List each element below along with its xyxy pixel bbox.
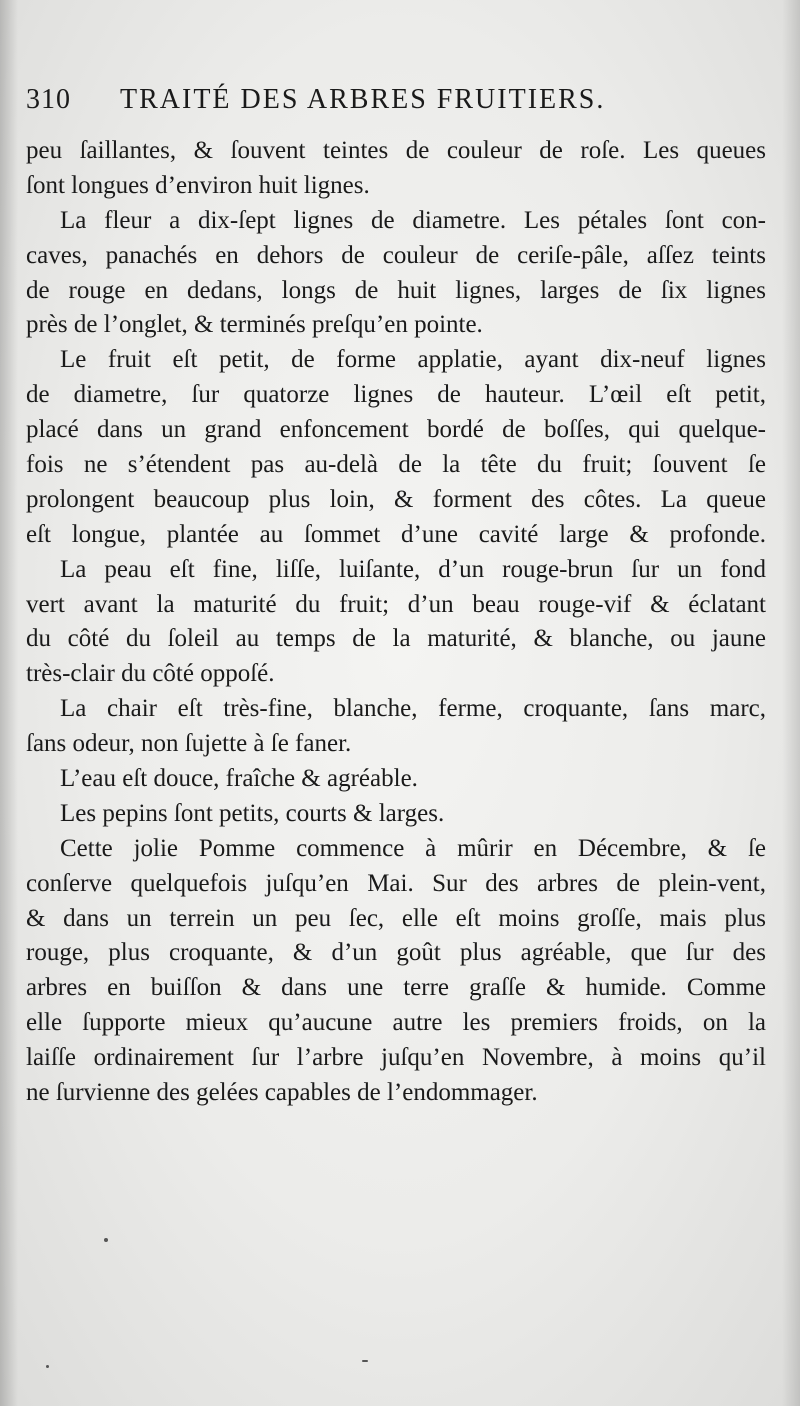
body-text — [26, 134, 766, 1111]
page-edge-shadow — [782, 0, 800, 1406]
text-line: laiſſe ordinairement ſur l’arbre juſqu’en Novembre, à moins qu’il — [26, 1044, 766, 1072]
text-line: près de l’onglet, & terminés preſqu’en pointe. — [26, 311, 483, 339]
page-gutter-shadow — [0, 0, 18, 1406]
text-line: La chair eſt très-fine, blanche, ferme, croquante, ſans marc, — [60, 695, 766, 723]
text-line: L’eau eſt douce, fraîche & agréable. — [60, 765, 418, 793]
text-line: de rouge en dedans, longs de huit lignes, larges de ſix lignes — [26, 276, 766, 304]
text-line: peu ſaillantes, & ſouvent teintes de couleur de roſe. Les queues — [26, 137, 766, 164]
text-line: vert avant la maturité du fruit; d’un beau rouge-vif & éclatant — [26, 590, 766, 618]
text-line: La peau eſt fine, liſſe, luiſante, d’un rouge-brun ſur un fond — [60, 555, 766, 583]
text-line: Les pepins ſont petits, courts & larges. — [60, 799, 445, 827]
text-line: La fleur a dix-ſept lignes de diametre. Les pétales ſont con- — [60, 206, 766, 234]
text-line: du côté du ſoleil au temps de la maturité, & blanche, ou jaune — [26, 625, 766, 653]
text-line: arbres en buiſſon & dans une terre graſſe & humide. Comme — [26, 974, 766, 1002]
text-line: très-clair du côté oppoſé. — [26, 660, 275, 688]
page-number: 310 — [26, 84, 71, 115]
page-header — [26, 84, 766, 124]
text-line: ſans odeur, non ſujette à ſe faner. — [26, 730, 352, 758]
text-line: & dans un terrein un peu ſec, elle eſt moins groſſe, mais plus — [26, 904, 766, 932]
text-line: ſont longues d’environ huit lignes. — [26, 171, 370, 199]
text-line: fois ne s’étendent pas au-delà de la tête du fruit; ſouvent ſe — [26, 451, 766, 479]
text-line: Le fruit eſt petit, de forme applatie, ayant dix-neuf lignes — [60, 346, 766, 374]
paper-speck — [362, 1360, 368, 1362]
text-line: Cette jolie Pomme commence à mûrir en Décembre, & ſe — [60, 834, 766, 862]
text-line: conſerve quelquefois juſqu’en Mai. Sur des arbres de plein-vent, — [26, 869, 766, 897]
text-line: de diametre, ſur quatorze lignes de hauteur. L’œil eſt petit, — [26, 381, 766, 409]
text-line: caves, panachés en dehors de couleur de ceriſe-pâle, aſſez teints — [26, 241, 766, 269]
paper-speck — [46, 1365, 49, 1368]
text-line: elle ſupporte mieux qu’aucune autre les premiers froids, on la — [26, 1009, 766, 1037]
text-line: prolongent beaucoup plus loin, & forment des côtes. La queue — [26, 485, 766, 513]
text-line: rouge, plus croquante, & d’un goût plus agréable, que ſur des — [26, 939, 766, 967]
text-line: ne ſurvienne des gelées capables de l’endommager. — [26, 1079, 538, 1107]
text-line: eſt longue, plantée au ſommet d’une cavité large & profonde. — [26, 520, 766, 548]
text-line: placé dans un grand enfoncement bordé de boſſes, qui quelque- — [26, 416, 766, 444]
paper-speck — [104, 1238, 108, 1242]
running-head: TRAITÉ DES ARBRES FRUITIERS. — [120, 84, 606, 115]
